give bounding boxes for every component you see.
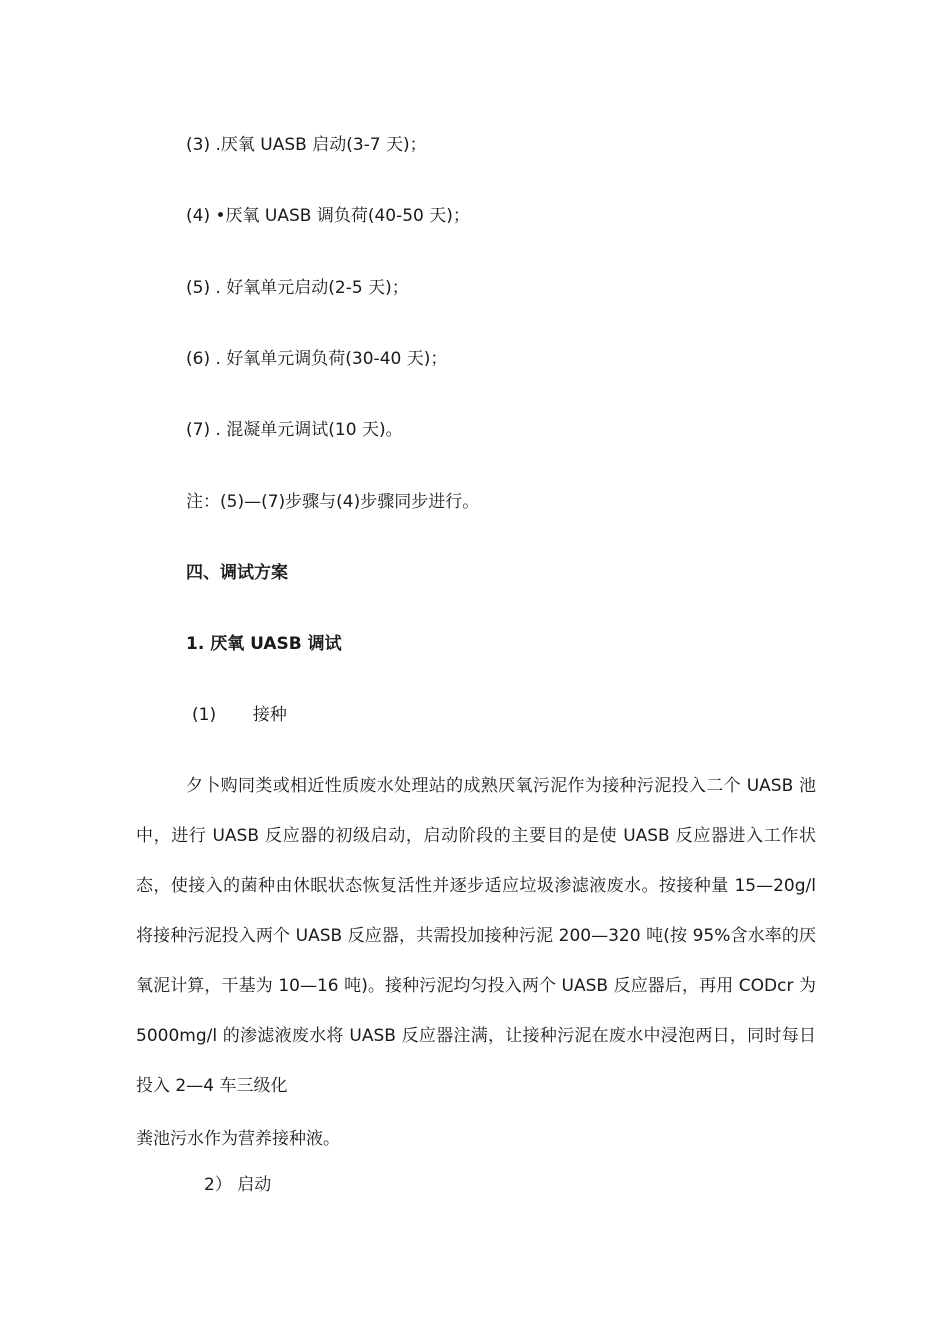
body-paragraph-tail: 粪池污水作为营养接种液。 <box>136 1129 340 1149</box>
step-3: (3) .厌氧 UASB 启动(3-7 天)； <box>186 135 427 155</box>
note: 注：(5)—(7)步骤与(4)步骤同步进行。 <box>186 492 480 512</box>
step-6: (6) . 好氧单元调负荷(30-40 天)； <box>186 349 448 369</box>
subsection-heading: 1. 厌氧 UASB 调试 <box>186 634 342 654</box>
item-1 <box>192 703 287 727</box>
step-5: (5) . 好氧单元启动(2-5 天)； <box>186 278 409 298</box>
section-heading: 四、调试方案 <box>186 563 288 583</box>
step-4: (4) •厌氧 UASB 调负荷(40-50 天)； <box>186 206 470 226</box>
item-1-number: (1) <box>192 705 217 725</box>
item-2: 2） 启动 <box>204 1175 272 1195</box>
item-1-title: 接种 <box>252 705 287 725</box>
step-7: (7) . 混凝单元调试(10 天)。 <box>186 420 403 440</box>
body-paragraph: 夕卜购同类或相近性质废水处理站的成熟厌氧污泥作为接种污泥投入二个 UASB 池中，进行 UASB 反应器的初级启动，启动阶段的主要目的是使 UASB 反应器进入工作状态，使接入的菌种由休眠状态恢复活性并逐步适应垃圾渗滤液废水。按接种量 15—20g/l 将接种污泥投入两个 UASB 反应器，共需投加接种污泥 200—320 吨(按 95%含水率的厌氧泥计算，干基为 10—16 吨)。接种污泥均匀投入两个 UASB 反应器后，再用 CODcr 为 5000mg/l 的渗滤液废水将 UASB 反应器注满，让接种污泥在废水中浸泡两日，同时每日投入 2—4 车三级化 <box>136 776 816 1096</box>
